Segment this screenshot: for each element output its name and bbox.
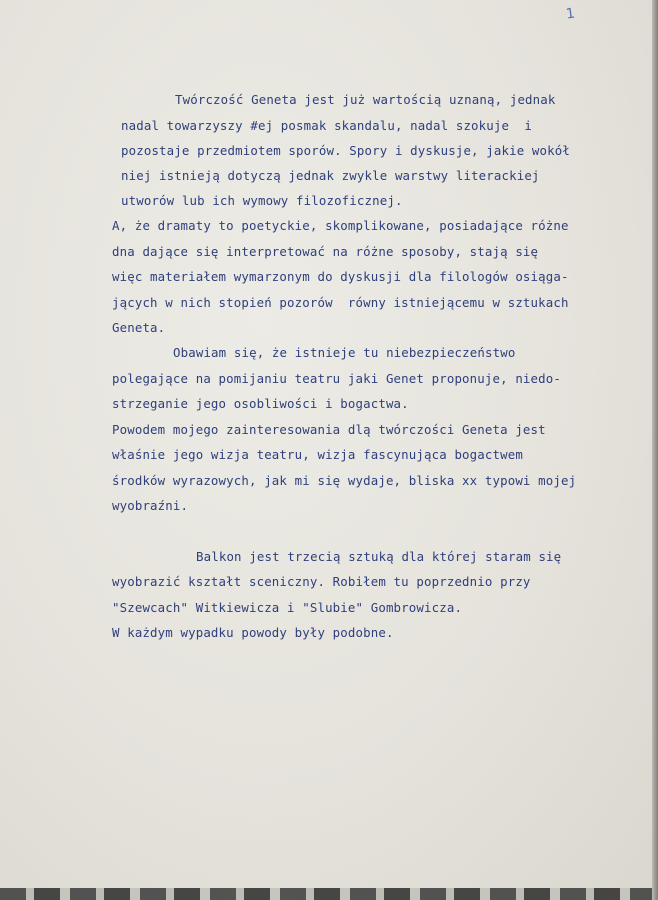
text-line: pozostaje przedmiotem sporów. Spory i dyskusje, jakie wokół: [121, 143, 570, 158]
text-line: właśnie jego wizja teatru, wizja fascynująca bogactwem: [112, 447, 523, 462]
text-line: polegające na pomijaniu teatru jaki Genet proponuje, niedo-: [112, 371, 561, 386]
text-line: W każdym wypadku powody były podobne.: [112, 625, 394, 640]
text-line: wyobraźni.: [112, 498, 189, 513]
text-line: wyobrazić kształt sceniczny. Robiłem tu poprzednio przy: [112, 574, 531, 589]
text-line: Twórczość Geneta jest już wartością uznaną, jednak: [175, 92, 556, 107]
text-line: jących w nich stopień pozorów równy istniejącemu w sztukach: [112, 295, 569, 310]
text-line: Balkon jest trzecią sztuką dla której staram się: [196, 549, 562, 564]
text-line: środków wyrazowych, jak mi się wydaje, bliska xx typowi mojej: [112, 473, 577, 488]
text-line: strzeganie jego osobliwości i bogactwa.: [112, 396, 409, 411]
text-line: więc materiałem wymarzonym do dyskusji dla filologów osiąga-: [112, 269, 569, 284]
page-edge-shadow: [652, 0, 658, 900]
text-line: utworów lub ich wymowy filozoficznej.: [121, 193, 403, 208]
text-line: "Szewcach" Witkiewicza i "Slubie" Gombrowicza.: [112, 600, 463, 615]
text-line: niej istnieją dotyczą jednak zwykle warstwy literackiej: [121, 168, 540, 183]
text-line: nadal towarzyszy #ej posmak skandalu, nadal szokuje i: [121, 118, 532, 133]
text-line: A, że dramaty to poetyckie, skomplikowane, posiadające różne: [112, 218, 569, 233]
next-page-edge: [0, 888, 652, 900]
text-line: Geneta.: [112, 320, 166, 335]
text-line: Powodem mojego zainteresowania dlą twórczości Geneta jest: [112, 422, 546, 437]
text-line: Obawiam się, że istnieje tu niebezpieczeństwo: [173, 345, 516, 360]
text-line: dna dające się interpretować na różne sposoby, stają się: [112, 244, 539, 259]
page-number: 1: [564, 5, 576, 23]
